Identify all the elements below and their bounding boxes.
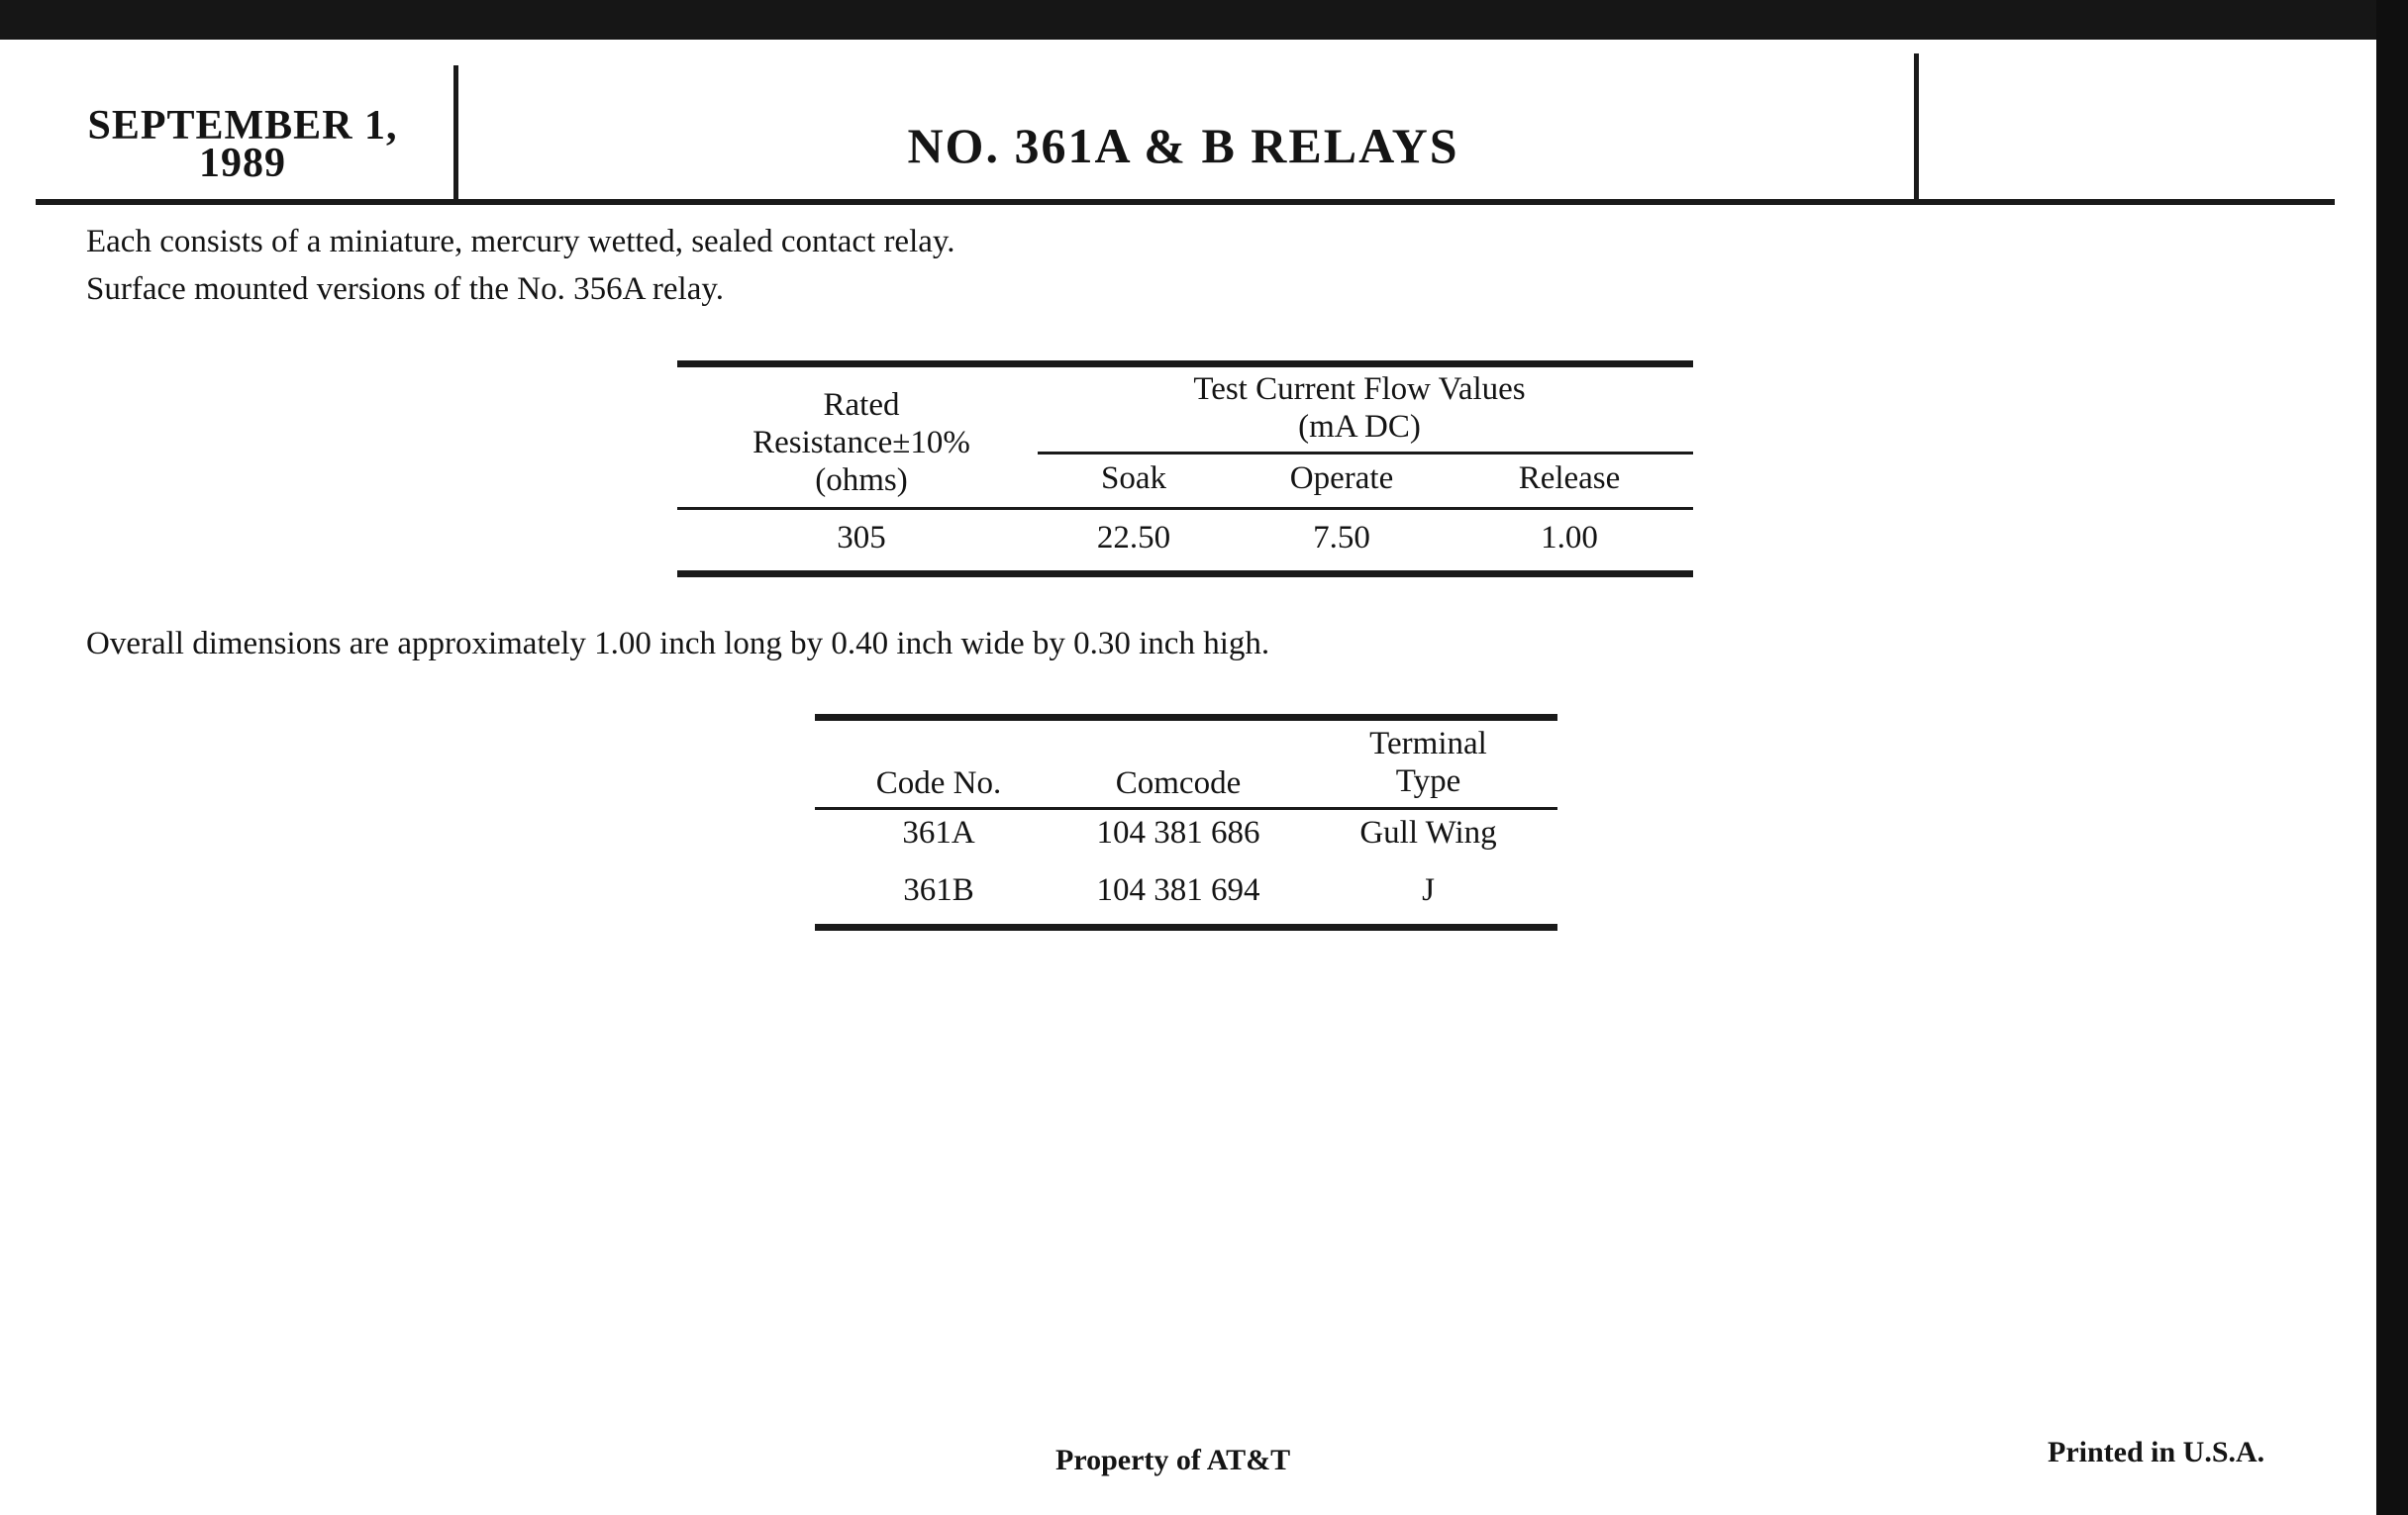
code-table-header-rule [815,807,1557,810]
code-no-header: Code No. [875,765,1002,801]
terminal-header-line-1: Terminal [1369,726,1487,761]
footer-property: Property of AT&T [1055,1444,1291,1476]
row-1-comcode: 104 381 686 [1096,815,1260,851]
intro-line-2: Surface mounted versions of the No. 356A relay. [86,271,724,307]
header-bottom-rule [677,507,1693,510]
code-table-bottom-rule [815,924,1557,931]
soak-header: Soak [1101,460,1166,496]
code-table-top-rule [815,714,1557,721]
dimensions-text: Overall dimensions are approximately 1.00 inch long by 0.40 inch wide by 0.30 inch high. [86,626,1270,661]
resistance-value: 305 [837,520,886,556]
header-date [59,103,426,186]
table-top-rule [677,360,1693,367]
resistance-header-line-3: (ohms) [815,462,908,498]
test-current-header-line-2: (mA DC) [1298,409,1421,445]
intro-line-1: Each consists of a miniature, mercury wetted, sealed contact relay. [86,224,955,259]
resistance-header-line-1: Rated [823,387,900,423]
resistance-header-line-2: Resistance±10% [752,425,970,460]
scan-right-border [2376,0,2408,1515]
row-2-terminal: J [1422,872,1435,908]
table-bottom-rule [677,570,1693,577]
date-line-1: SEPTEMBER 1, [87,103,398,149]
release-value: 1.00 [1541,520,1598,556]
document-page [0,40,2376,1515]
comcode-header: Comcode [1115,765,1242,801]
header-rule [36,199,2335,205]
page-title: NO. 361A & B RELAYS [907,118,1459,173]
row-2-code: 361B [903,872,974,908]
operate-header: Operate [1289,460,1394,496]
footer-printed: Printed in U.S.A. [2048,1436,2265,1468]
resistance-header [683,386,1040,499]
release-header: Release [1518,460,1621,496]
test-current-header [1038,370,1681,446]
row-2-comcode: 104 381 694 [1096,872,1260,908]
operate-value: 7.50 [1313,520,1370,556]
row-1-terminal: Gull Wing [1359,815,1497,851]
scan-top-border [0,0,2408,40]
soak-value: 22.50 [1096,520,1171,556]
test-current-header-line-1: Test Current Flow Values [1193,371,1526,407]
terminal-header-line-2: Type [1395,763,1461,799]
terminal-type-header [1307,725,1550,800]
header-divider-left [453,65,458,201]
header-divider-right [1914,53,1919,201]
row-1-code: 361A [902,815,975,851]
group-header-rule [1038,452,1693,454]
date-line-2: 1989 [199,141,286,186]
